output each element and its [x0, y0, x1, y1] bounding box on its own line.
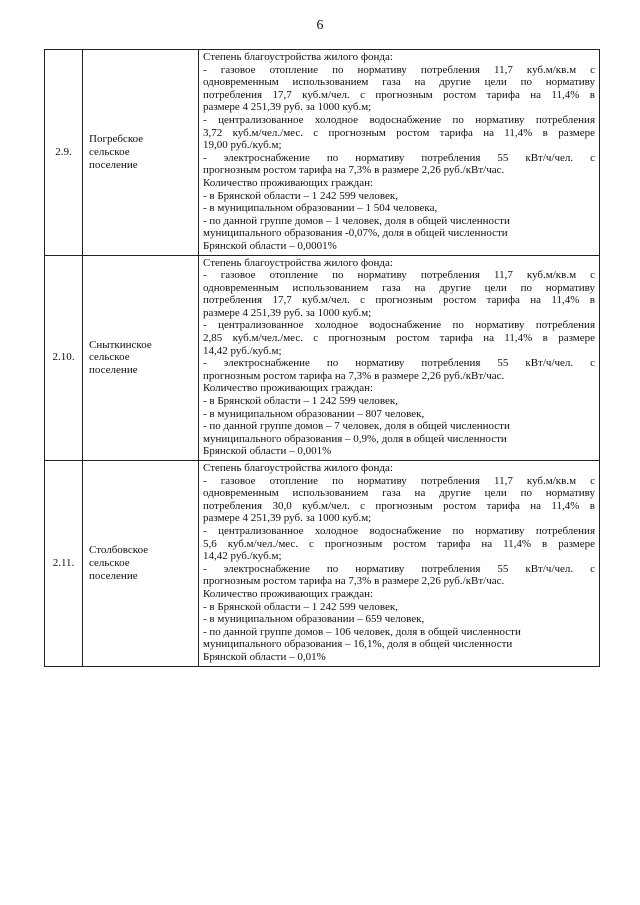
description-line: - централизованное холодное водоснабжение по нормативу потребления	[203, 524, 595, 537]
description-line: - по данной группе домов – 1 человек, доля в общей численности	[203, 214, 510, 227]
settlement-name-line: поселение	[89, 569, 138, 582]
description-line: - в муниципальном образовании – 1 504 человека,	[203, 202, 438, 215]
settlement-name-line: поселение	[89, 158, 138, 171]
table-body	[45, 50, 600, 667]
description-line: - газовое отопление по нормативу потребления 11,7 куб.м/кв.м с	[203, 474, 595, 487]
table-row-2-9	[45, 50, 600, 256]
row-number: 2.10.	[45, 255, 83, 461]
settlement-name-line: Столбовское	[89, 544, 149, 557]
settlement-name	[83, 461, 199, 667]
description-line: прогнозным ростом тарифа на 7,3% в размере 2,26 руб./кВт/час.	[203, 164, 505, 177]
description-line: - по данной группе домов – 106 человек, доля в общей численности	[203, 625, 521, 638]
description-line: потребления 30,0 куб.м/чел. с прогнозным ростом тарифа на 11,4% в	[203, 499, 595, 512]
description-line: прогнозным ростом тарифа на 7,3% в размере 2,26 руб./кВт/час.	[203, 369, 505, 382]
description-line: - по данной группе домов – 7 человек, доля в общей численности	[203, 420, 510, 433]
description-line: - электроснабжение по нормативу потребления 55 кВт/ч/чел. с	[203, 562, 595, 575]
description-line: 14,42 руб./куб.м;	[203, 550, 282, 563]
description-line: - в муниципальном образовании – 659 человек,	[203, 613, 425, 626]
description-line: - в Брянской области – 1 242 599 человек,	[203, 189, 398, 202]
description-line: - электроснабжение по нормативу потребления 55 кВт/ч/чел. с	[203, 357, 595, 370]
settlement-name-line: поселение	[89, 364, 138, 377]
description-line: муниципального образования – 16,1%, доля в общей численности	[203, 638, 513, 651]
description-line: Степень благоустройства жилого фонда:	[203, 51, 393, 63]
description-line: - газовое отопление по нормативу потребления 11,7 куб.м/кв.м с	[203, 269, 595, 282]
description-line: Количество проживающих граждан:	[203, 176, 374, 189]
description-line: 5,6 куб.м/чел./мес. с прогнозным ростом тарифа на 11,4% в размере	[203, 537, 595, 550]
description-line: потребления 17,7 куб.м/чел. с прогнозным ростом тарифа на 11,4% в	[203, 88, 595, 101]
settlement-name	[83, 50, 199, 256]
description-line: - в муниципальном образовании – 807 человек,	[203, 407, 425, 420]
description-line: Брянской области – 0,0001%	[203, 239, 337, 252]
description-line: - газовое отопление по нормативу потребления 11,7 куб.м/кв.м с	[203, 63, 595, 76]
description-line: Количество проживающих граждан:	[203, 587, 374, 600]
table-row-2-11	[45, 461, 600, 667]
description-line: - в Брянской области – 1 242 599 человек,	[203, 395, 398, 408]
description-line: 3,72 куб.м/чел./мес. с прогнозным ростом тарифа на 11,4% в размере	[203, 126, 595, 139]
description-line: Степень благоустройства жилого фонда:	[203, 462, 393, 474]
description-line: 19,00 руб./куб.м;	[203, 139, 282, 152]
settlement-description	[199, 50, 600, 256]
settlement-description	[199, 255, 600, 461]
settlements-table	[44, 49, 600, 667]
settlement-description	[199, 461, 600, 667]
table-row-2-10	[45, 255, 600, 461]
settlement-name-line: Сныткинское	[89, 338, 152, 351]
description-line: размере 4 251,39 руб. за 1000 куб.м;	[203, 101, 372, 114]
page-number: 6	[316, 18, 324, 33]
description-line: 2,85 куб.м/чел./мес. с прогнозным ростом тарифа на 11,4% в размере	[203, 332, 595, 345]
description-line: одновременным использованием газа на другие цели по нормативу	[203, 281, 595, 294]
description-line: муниципального образования – 0,9%, доля в общей численности	[203, 432, 507, 445]
row-number: 2.9.	[45, 50, 83, 256]
description-line: потребления 17,7 куб.м/чел. с прогнозным ростом тарифа на 11,4% в	[203, 294, 595, 307]
description-line: - централизованное холодное водоснабжение по нормативу потребления	[203, 319, 595, 332]
description-line: прогнозным ростом тарифа на 7,3% в размере 2,26 руб./кВт/час.	[203, 575, 505, 588]
description-line: Брянской области – 0,001%	[203, 445, 332, 458]
description-line: Брянской области – 0,01%	[203, 650, 326, 663]
description-line: Количество проживающих граждан:	[203, 382, 374, 395]
description-line: размере 4 251,39 руб. за 1000 куб.м;	[203, 306, 372, 319]
description-line: размере 4 251,39 руб. за 1000 куб.м;	[203, 512, 372, 525]
description-line: одновременным использованием газа на другие цели по нормативу	[203, 487, 595, 500]
description-line: одновременным использованием газа на другие цели по нормативу	[203, 76, 595, 89]
settlement-name	[83, 255, 199, 461]
description-line: Степень благоустройства жилого фонда:	[203, 256, 393, 269]
settlement-name-line: Погребское	[89, 133, 144, 146]
description-line: 14,42 руб./куб.м;	[203, 344, 282, 357]
description-line: - централизованное холодное водоснабжение по нормативу потребления	[203, 113, 595, 126]
settlement-name-line: сельское	[89, 556, 130, 569]
row-number: 2.11.	[45, 461, 83, 667]
description-line: - в Брянской области – 1 242 599 человек,	[203, 600, 398, 613]
settlement-name-line: сельское	[89, 351, 130, 364]
description-line: муниципального образования -0,07%, доля в общей численности	[203, 227, 508, 240]
description-line: - электроснабжение по нормативу потребления 55 кВт/ч/чел. с	[203, 151, 595, 164]
settlement-name-line: сельское	[89, 145, 130, 158]
